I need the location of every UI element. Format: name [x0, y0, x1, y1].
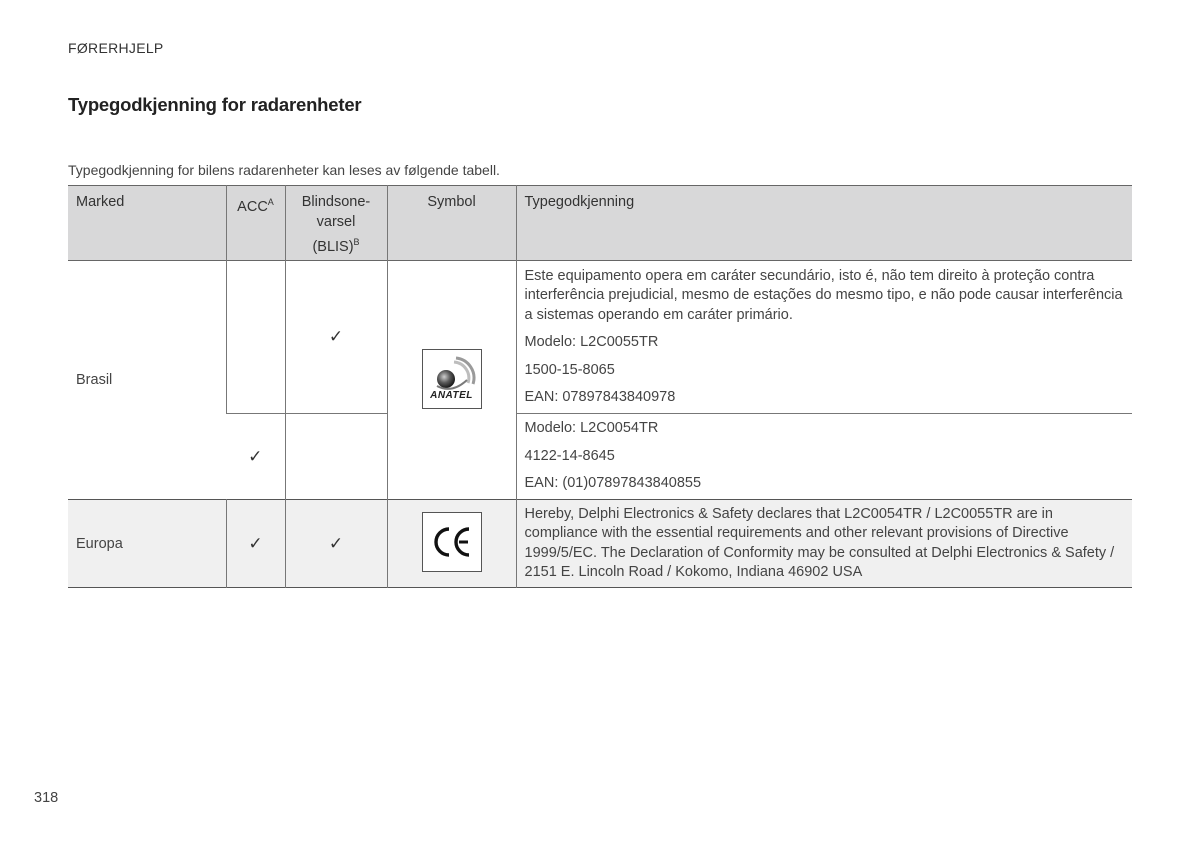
table-row-europa [68, 500, 1132, 588]
anatel-logo-wordmark: ANATEL [430, 389, 473, 401]
header-acc-footnote: A [267, 197, 274, 207]
page-number: 318 [34, 790, 59, 806]
acc-check-europa: ✓ [226, 500, 285, 588]
symbol-cell-europa [387, 500, 516, 588]
type-approval-europa: Hereby, Delphi Electronics & Safety declares that L2C0054TR / L2C0055TR are in compliance with the essential requirements and other relevant provisions of Directive 1999/5/EC. The Declaration of Conformity may be consulted at Delphi Electronics & Safety / 2151 E. Lincoln Road / Kokomo, Indiana 46902 USA [516, 500, 1132, 588]
brasil-model-2: Modelo: L2C0054TR [524, 420, 659, 437]
intro-text: Typegodkjenning for bilens radarenheter kan leses av følgende tabell. [68, 162, 500, 178]
brasil-ean-1: EAN: 07897843840978 [524, 389, 676, 405]
header-blis-line3: (BLIS) [312, 239, 354, 255]
header-market: Marked [76, 194, 125, 210]
section-label: FØRERHJELP [68, 40, 164, 56]
type-approval-brasil-2 [516, 414, 1132, 500]
market-cell-europa: Europa [76, 535, 123, 552]
table-row-brasil-1 [68, 261, 1132, 414]
blis-check-europa: ✓ [285, 500, 387, 588]
ce-mark-logo [422, 512, 482, 572]
type-approval-brasil-1 [516, 261, 1132, 414]
header-blis-line1: Blindsone- [301, 194, 371, 210]
header-acc-label: ACC [237, 199, 268, 215]
brasil-cert-2: 4122-14-8645 [524, 447, 615, 464]
page-heading: Typegodkjenning for radarenheter [68, 94, 362, 115]
brasil-ean-2: EAN: (01)07897843840855 [524, 475, 702, 492]
acc-check-brasil-2: ✓ [248, 446, 263, 466]
brasil-model-1: Modelo: L2C0055TR [524, 334, 659, 350]
header-blis-footnote: B [353, 237, 360, 247]
header-type-approval: Typegodkjenning [516, 186, 1132, 261]
header-blis-line2: varsel [316, 214, 356, 230]
brasil-notice-text: Este equipamento opera em caráter secundário, isto é, não tem direito à proteção contra interferência prejudicial, mesmo de estações do mesmo tipo, e não pode causar interferência a sistemas operando em caráter primário. [524, 267, 1123, 323]
symbol-cell-brasil [387, 261, 516, 500]
ce-mark-graphic [423, 513, 481, 571]
acc-cell-brasil-1 [226, 261, 285, 414]
blis-check-brasil-1: ✓ [285, 261, 387, 414]
type-approval-table [68, 185, 1132, 588]
market-cell-brasil: Brasil [68, 261, 226, 500]
blis-cell-brasil-2 [285, 414, 387, 500]
header-symbol: Symbol [387, 186, 516, 261]
table-row-brasil-2 [68, 414, 1132, 500]
header-acc [226, 186, 285, 261]
anatel-logo [422, 349, 482, 409]
header-blis [285, 186, 387, 261]
table-header-row [68, 186, 1132, 261]
brasil-cert-1: 1500-15-8065 [524, 361, 615, 378]
